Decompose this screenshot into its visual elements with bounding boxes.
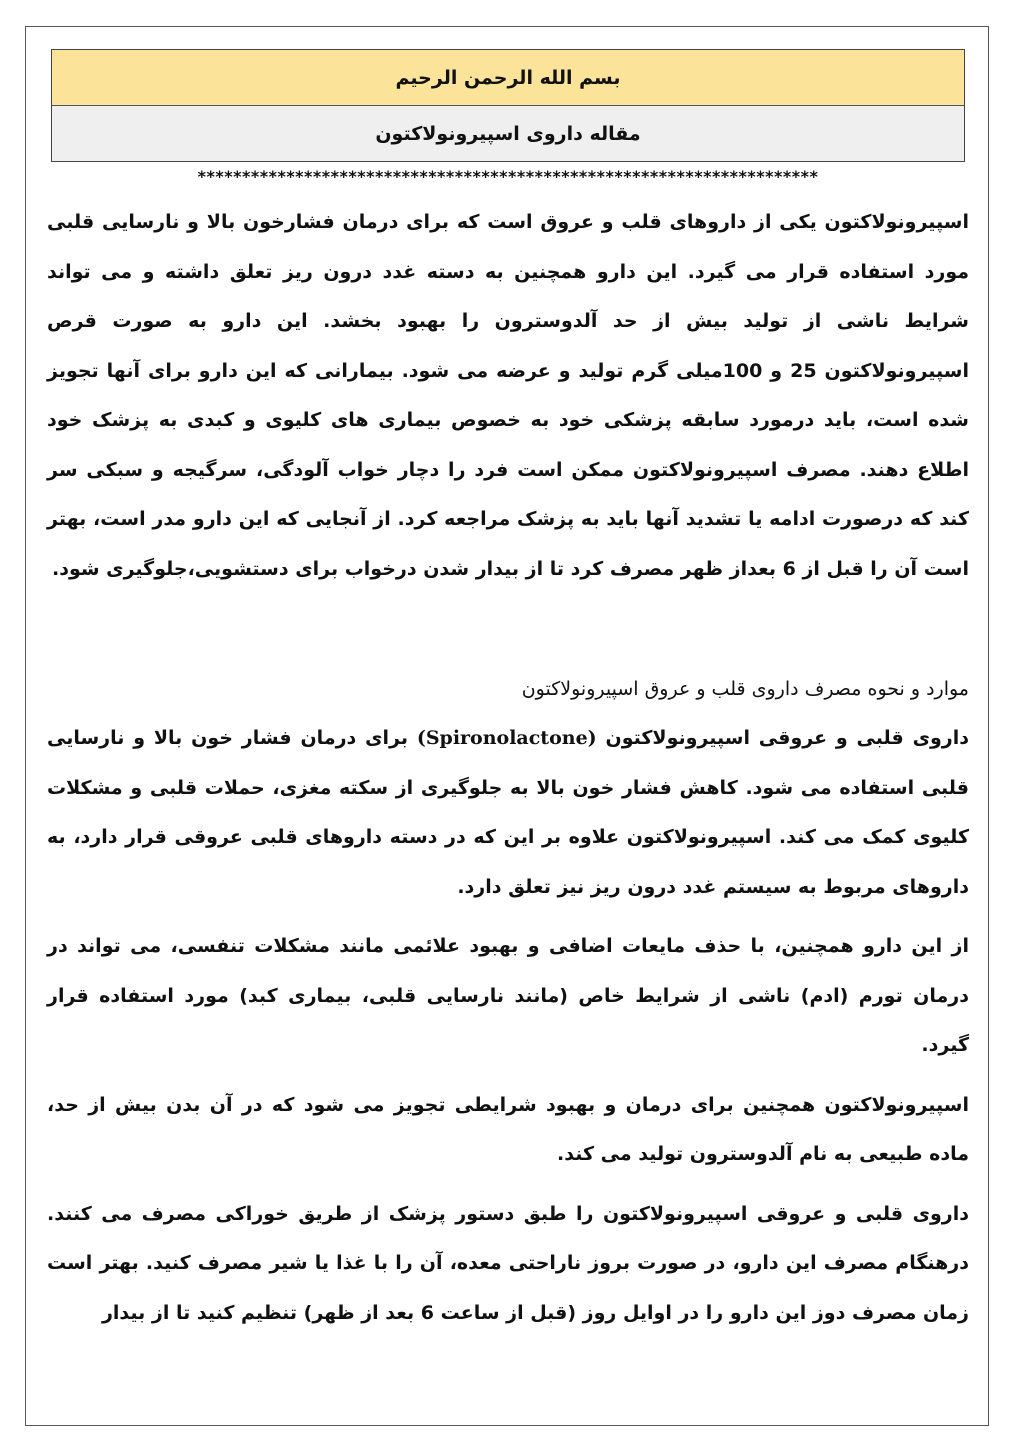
asterisk-separator: ********************************************************************** — [197, 167, 819, 186]
page-title: مقاله داروی اسپیرونولاکتون — [52, 106, 964, 161]
header-box — [51, 49, 965, 162]
bismillah-heading: بسم الله الرحمن الرحیم — [52, 50, 964, 106]
usage-paragraph-1 — [47, 714, 969, 912]
section-heading: موارد و نحوه مصرف داروی قلب و عروق اسپیرونولاکتون — [521, 678, 969, 700]
article-body — [47, 198, 969, 1338]
usage-paragraph-4: داروی قلبی و عروقی اسپیرونولاکتون را طبق دستور پزشک از طریق خوراکی مصرف می کنند. درهنگام مصرف این دارو، در صورت بروز ناراحتی معده، آن را با غذا یا شیر مصرف کنید. بهتر است زمان مصرف دوز این دارو را در اوایل روز (قبل از ساعت 6 بعد از ظهر) تنظیم کنید تا از بیدار — [47, 1202, 969, 1324]
usage-paragraph-2: از این دارو همچنین، با حذف مایعات اضافی و بهبود علائمی مانند مشکلات تنفسی، می تواند در درمان تورم (ادم) ناشی از شرایط خاص (مانند نارسایی قلبی، بیماری کبد) مورد استفاده قرار گیرد. — [47, 935, 969, 1056]
usage-paragraph-1-start: داروی قلبی و عروقی اسپیرونولاکتون — [596, 727, 969, 749]
intro-paragraph: اسپیرونولاکتون یکی از داروهای قلب و عروق است که برای درمان فشارخون بالا و نارسایی قلبی مورد استفاده قرار می گیرد. این دارو همچنین به دسته غدد درون ریز تعلق داشته و می تواند شرایط ناشی از تولید بیش از حد آلدوسترون را بهبود بخشد. این دارو به صورت قرص اسپیرونولاکتون 25 و 100میلی گرم تولید و عرضه می شود. بیمارانی که این دارو برای آنها تجویز شده است، باید درمورد سابقه پزشکی خود به خصوص بیماری های کلیوی و کبدی به پزشک خود اطلاع دهند. مصرف اسپیرونولاکتون ممکن است فرد را دچار خواب آلودگی، سرگیجه و سبکی سر کند که درصورت ادامه یا تشدید آنها باید به پزشک مراجعه کرد. از آنجایی که این دارو مدر است، بهتر است آن را قبل از 6 بعداز ظهر مصرف کرد تا از بیدار شدن درخواب برای دستشویی،جلوگیری شود. — [47, 211, 969, 580]
usage-paragraph-1-end: برای درمان فشار خون بالا و نارسایی قلبی استفاده می شود. کاهش فشار خون بالا به جلوگیری از سکته مغزی، حملات قلبی و مشکلات کلیوی کمک می کند. اسپیرونولاکتون علاوه بر این که در دسته داروهای قلبی عروقی قرار دارد، به داروهای مربوط به سیستم غدد درون ریز نیز تعلق دارد. — [47, 727, 969, 898]
drug-latin-name: (Spironolactone) — [416, 727, 597, 749]
usage-paragraph-3: اسپیرونولاکتون همچنین برای درمان و بهبود شرایطی تجویز می شود که در آن بدن بیش از حد، ماده طبیعی به نام آلدوسترون تولید می کند. — [47, 1093, 969, 1165]
